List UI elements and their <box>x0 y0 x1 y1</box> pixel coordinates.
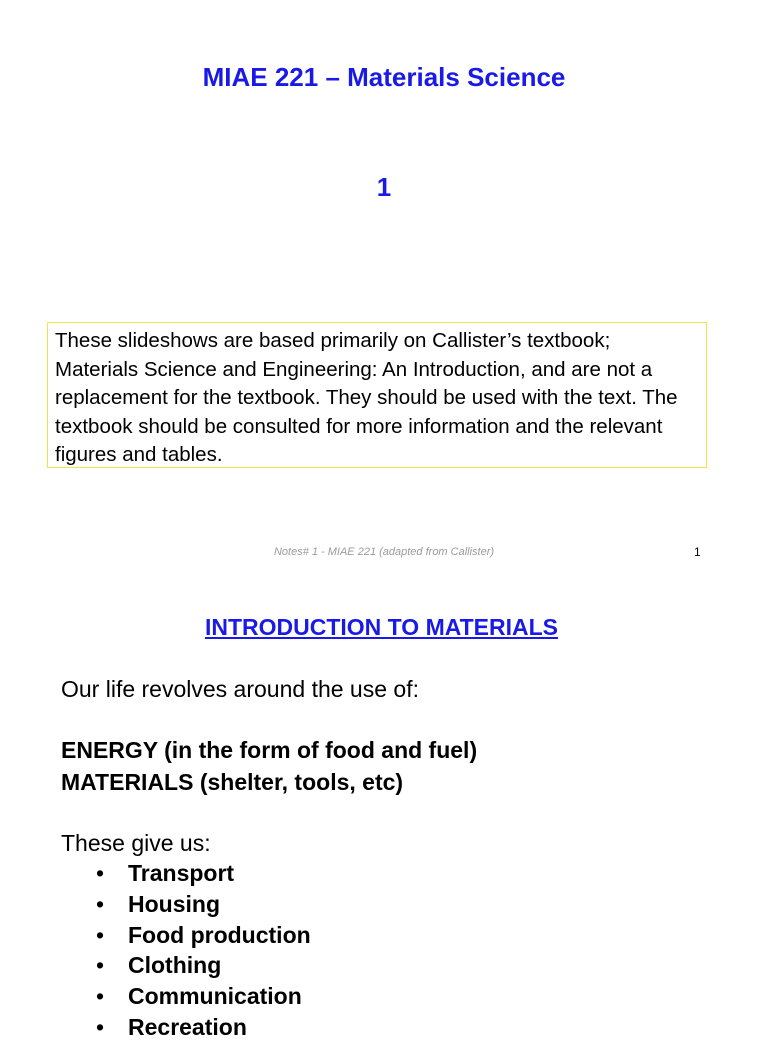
list-item-label: Food production <box>128 921 311 948</box>
list-item-label: Transport <box>128 860 235 886</box>
list-item <box>96 950 311 981</box>
slide-2 <box>0 580 768 1040</box>
bullet-icon: • <box>96 952 105 979</box>
list-item <box>96 889 311 920</box>
list-item-label: Housing <box>128 890 220 917</box>
bullet-icon: • <box>96 921 105 948</box>
section-heading: INTRODUCTION TO MATERIALS <box>204 614 559 640</box>
list-item <box>96 858 311 889</box>
list-item <box>96 1012 311 1043</box>
list-item <box>96 981 311 1012</box>
intro-line: Our life revolves around the use of: <box>61 676 419 702</box>
bullet-icon: • <box>96 1013 105 1040</box>
bullet-icon: • <box>96 860 105 886</box>
page-number: 1 <box>694 545 701 559</box>
list-item-label: Clothing <box>128 952 222 979</box>
energy-line: ENERGY (in the form of food and fuel) <box>61 737 478 763</box>
list-item-label: Communication <box>128 983 302 1010</box>
slide-title: MIAE 221 – Materials Science <box>202 62 566 92</box>
bullet-icon: • <box>96 890 105 917</box>
bullet-icon: • <box>96 983 105 1010</box>
slide-number: 1 <box>376 172 392 202</box>
list-item <box>96 920 311 951</box>
disclaimer-note: These slideshows are based primarily on Callister’s textbook; Materials Science and Engineering: An Introduction, and are not a replacement for the textbook. They should be used with the text. The textbook should be consulted for more information and the relevant figures and tables. <box>47 322 707 468</box>
materials-line: MATERIALS (shelter, tools, etc) <box>61 769 404 795</box>
list-item-label: Recreation <box>128 1013 247 1040</box>
slide-footer: Notes# 1 - MIAE 221 (adapted from Callister) <box>273 546 495 558</box>
give-us-line: These give us: <box>61 830 211 856</box>
uses-list <box>96 858 311 1043</box>
